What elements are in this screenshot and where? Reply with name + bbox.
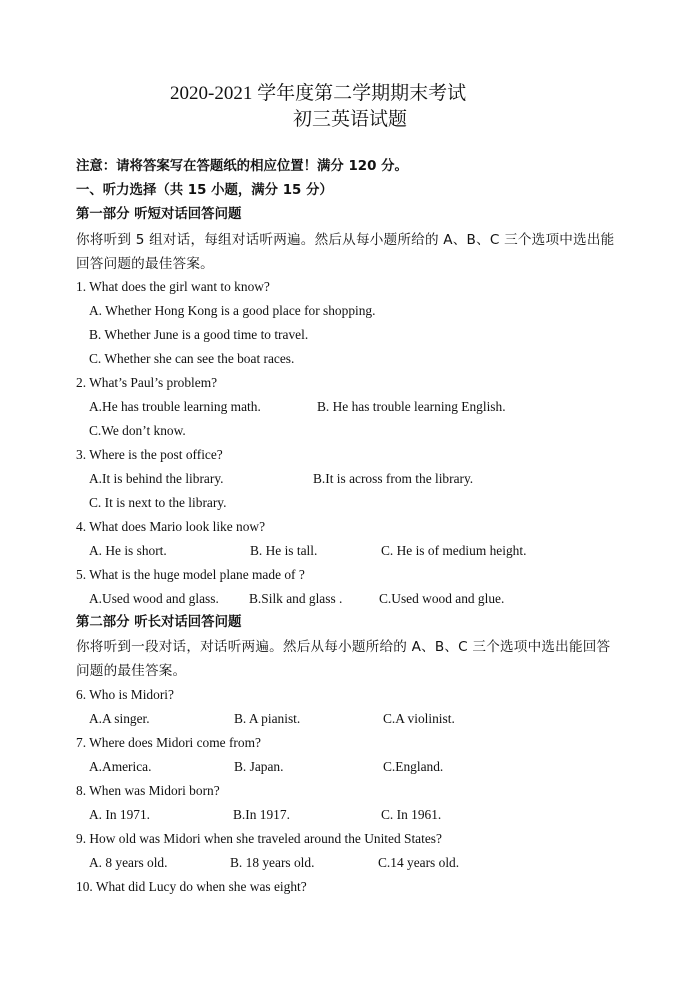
- exam-subtitle: 初三英语试题: [293, 109, 408, 130]
- part1-instructions-line2: 回答问题的最佳答案。: [76, 256, 214, 272]
- q7-option-b: B. Japan.: [234, 759, 284, 774]
- q5-option-b: B.Silk and glass .: [249, 591, 343, 606]
- part2-instructions-line2: 问题的最佳答案。: [76, 663, 187, 679]
- question-4: 4. What does Mario look like now?: [76, 519, 266, 534]
- exam-title: 2020-2021 学年度第二学期期末考试: [170, 83, 467, 104]
- question-6: 6. Who is Midori?: [76, 687, 174, 702]
- question-10: 10. What did Lucy do when she was eight?: [76, 879, 307, 894]
- q6-option-b: B. A pianist.: [234, 711, 301, 726]
- q3-option-a: A.It is behind the library.: [89, 471, 224, 486]
- q6-option-c: C.A violinist.: [383, 711, 455, 726]
- question-1: 1. What does the girl want to know?: [76, 279, 270, 294]
- question-5: 5. What is the huge model plane made of ?: [76, 567, 305, 582]
- question-2: 2. What’s Paul’s problem?: [76, 375, 218, 390]
- question-7: 7. Where does Midori come from?: [76, 735, 261, 750]
- q4-option-c: C. He is of medium height.: [381, 543, 527, 558]
- q2-option-c: C.We don’t know.: [89, 423, 186, 438]
- question-9: 9. How old was Midori when she traveled around the United States?: [76, 831, 442, 846]
- q9-option-a: A. 8 years old.: [89, 855, 168, 870]
- q1-option-b: B. Whether June is a good time to travel.: [89, 327, 309, 342]
- q3-option-c: C. It is next to the library.: [89, 495, 227, 510]
- q1-option-a: A. Whether Hong Kong is a good place for shopping.: [89, 303, 376, 318]
- part1-heading: 第一部分 听短对话回答问题: [76, 207, 242, 222]
- q5-option-c: C.Used wood and glue.: [379, 591, 505, 606]
- q3-option-b: B.It is across from the library.: [313, 471, 474, 486]
- section-heading: 一、听力选择（共 15 小题，满分 15 分）: [76, 183, 333, 198]
- question-8: 8. When was Midori born?: [76, 783, 220, 798]
- q5-option-a: A.Used wood and glass.: [89, 591, 219, 606]
- q9-option-c: C.14 years old.: [378, 855, 460, 870]
- part2-heading: 第二部分 听长对话回答问题: [76, 615, 242, 630]
- q8-option-c: C. In 1961.: [381, 807, 442, 822]
- q8-option-a: A. In 1971.: [89, 807, 150, 822]
- q7-option-a: A.America.: [89, 759, 152, 774]
- notice: 注意：请将答案写在答题纸的相应位置！满分 120 分。: [76, 159, 408, 174]
- q7-option-c: C.England.: [383, 759, 444, 774]
- question-3: 3. Where is the post office?: [76, 447, 223, 462]
- q9-option-b: B. 18 years old.: [230, 855, 315, 870]
- q2-option-a: A.He has trouble learning math.: [89, 399, 261, 414]
- q4-option-a: A. He is short.: [89, 543, 167, 558]
- q2-option-b: B. He has trouble learning English.: [317, 399, 506, 414]
- q8-option-b: B.In 1917.: [233, 807, 290, 822]
- q6-option-a: A.A singer.: [89, 711, 150, 726]
- part1-instructions-line1: 你将听到 5 组对话，每组对话听两遍。然后从每小题所给的 A、B、C 三个选项中选出能: [76, 232, 615, 248]
- q4-option-b: B. He is tall.: [250, 543, 318, 558]
- part2-instructions-line1: 你将听到一段对话，对话听两遍。然后从每小题所给的 A、B、C 三个选项中选出能回答: [76, 639, 611, 655]
- q1-option-c: C. Whether she can see the boat races.: [89, 351, 295, 366]
